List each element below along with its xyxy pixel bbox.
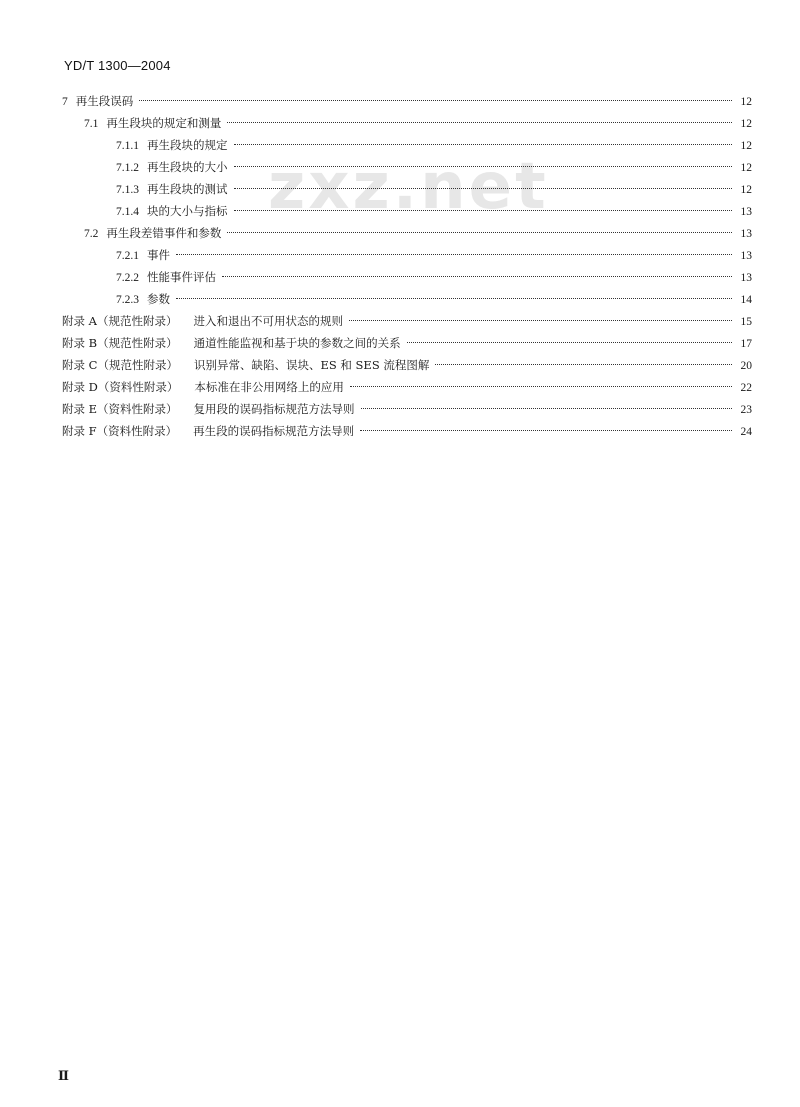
toc-section-number: 7.1.1 xyxy=(116,140,139,152)
toc-dot-leader xyxy=(234,210,733,211)
toc-dot-leader xyxy=(139,100,732,101)
toc-dot-leader xyxy=(435,364,732,365)
toc-appendix-label: 附录 C（规范性附录） xyxy=(62,358,178,372)
toc-page-number: 13 xyxy=(740,250,752,262)
toc-dot-leader xyxy=(222,276,732,277)
toc-title: 识别异常、缺陷、误块、ES 和 SES 流程图解 xyxy=(193,358,430,372)
toc-entry[interactable] xyxy=(62,156,752,178)
toc-entry[interactable] xyxy=(62,222,752,244)
toc-entry[interactable] xyxy=(62,112,752,134)
toc-title: 事件 xyxy=(147,248,170,262)
toc-section-number: 7.1.3 xyxy=(116,184,139,196)
toc-page-number: 13 xyxy=(740,206,752,218)
toc-section-number: 7.2.1 xyxy=(116,250,139,262)
toc-page-number: 14 xyxy=(740,294,752,306)
toc-appendix-entry[interactable] xyxy=(62,420,752,442)
toc-title: 再生段的误码指标规范方法导则 xyxy=(193,424,355,438)
toc-appendix-entry[interactable] xyxy=(62,354,752,376)
toc-dot-leader xyxy=(361,408,732,409)
toc-dot-leader xyxy=(227,232,732,233)
toc-title: 参数 xyxy=(147,292,170,306)
toc-title: 再生段块的测试 xyxy=(147,182,228,196)
toc-appendix-entry[interactable] xyxy=(62,398,752,420)
toc-appendix-entry[interactable] xyxy=(62,332,752,354)
toc-title: 再生段块的规定和测量 xyxy=(106,116,222,130)
toc-appendix-label: 附录 F（资料性附录） xyxy=(62,424,178,438)
toc-dot-leader xyxy=(349,320,732,321)
toc-appendix-entry[interactable] xyxy=(62,310,752,332)
toc-entry[interactable] xyxy=(62,178,752,200)
toc-page-number: 12 xyxy=(740,140,752,152)
watermark: zxz.net xyxy=(268,150,549,224)
toc-entry[interactable] xyxy=(62,288,752,310)
toc-dot-leader xyxy=(176,298,732,299)
toc-appendix-label: 附录 B（规范性附录） xyxy=(62,336,178,350)
toc-title: 本标准在非公用网络上的应用 xyxy=(194,380,344,394)
toc-section-number: 7.2.2 xyxy=(116,272,139,284)
toc-page-number: 15 xyxy=(740,316,752,328)
toc-appendix-entry[interactable] xyxy=(62,376,752,398)
toc-page-number: 24 xyxy=(740,426,752,438)
toc-dot-leader xyxy=(350,386,732,387)
toc-title: 复用段的误码指标规范方法导则 xyxy=(193,402,355,416)
toc-entry[interactable] xyxy=(62,266,752,288)
toc-page-number: 23 xyxy=(740,404,752,416)
toc-page-number: 12 xyxy=(740,184,752,196)
table-of-contents xyxy=(62,90,752,442)
toc-appendix-label: 附录 E（资料性附录） xyxy=(62,402,178,416)
toc-page-number: 22 xyxy=(740,382,752,394)
toc-page-number: 20 xyxy=(740,360,752,372)
toc-dot-leader xyxy=(407,342,732,343)
toc-page-number: 12 xyxy=(740,118,752,130)
toc-page-number: 12 xyxy=(740,162,752,174)
toc-title: 通道性能监视和基于块的参数之间的关系 xyxy=(193,336,401,350)
toc-entry[interactable] xyxy=(62,134,752,156)
toc-dot-leader xyxy=(234,144,733,145)
toc-entry[interactable] xyxy=(62,200,752,222)
toc-title: 块的大小与指标 xyxy=(147,204,228,218)
toc-dot-leader xyxy=(227,122,732,123)
toc-page-number: 13 xyxy=(740,228,752,240)
toc-page-number: 12 xyxy=(740,96,752,108)
toc-title: 再生段块的大小 xyxy=(147,160,228,174)
toc-entry[interactable] xyxy=(62,244,752,266)
toc-title: 进入和退出不可用状态的规则 xyxy=(193,314,343,328)
toc-appendix-label: 附录 D（资料性附录） xyxy=(62,380,179,394)
toc-title: 再生段块的规定 xyxy=(147,138,228,152)
standard-code: YD/T 1300—2004 xyxy=(64,58,171,73)
toc-dot-leader xyxy=(234,166,733,167)
toc-title: 再生段差错事件和参数 xyxy=(106,226,222,240)
toc-section-number: 7.2 xyxy=(84,228,99,240)
toc-title: 再生段误码 xyxy=(75,94,134,108)
toc-section-number: 7 xyxy=(62,96,68,108)
toc-page-number: 13 xyxy=(740,272,752,284)
toc-page-number: 17 xyxy=(740,338,752,350)
toc-title: 性能事件评估 xyxy=(147,270,216,284)
toc-dot-leader xyxy=(360,430,732,431)
toc-dot-leader xyxy=(176,254,732,255)
toc-appendix-label: 附录 A（规范性附录） xyxy=(62,314,178,328)
toc-section-number: 7.1 xyxy=(84,118,99,130)
toc-dot-leader xyxy=(234,188,733,189)
toc-section-number: 7.2.3 xyxy=(116,294,139,306)
toc-section-number: 7.1.4 xyxy=(116,206,139,218)
toc-entry[interactable] xyxy=(62,90,752,112)
page-number: Ⅱ xyxy=(58,1068,69,1083)
toc-section-number: 7.1.2 xyxy=(116,162,139,174)
